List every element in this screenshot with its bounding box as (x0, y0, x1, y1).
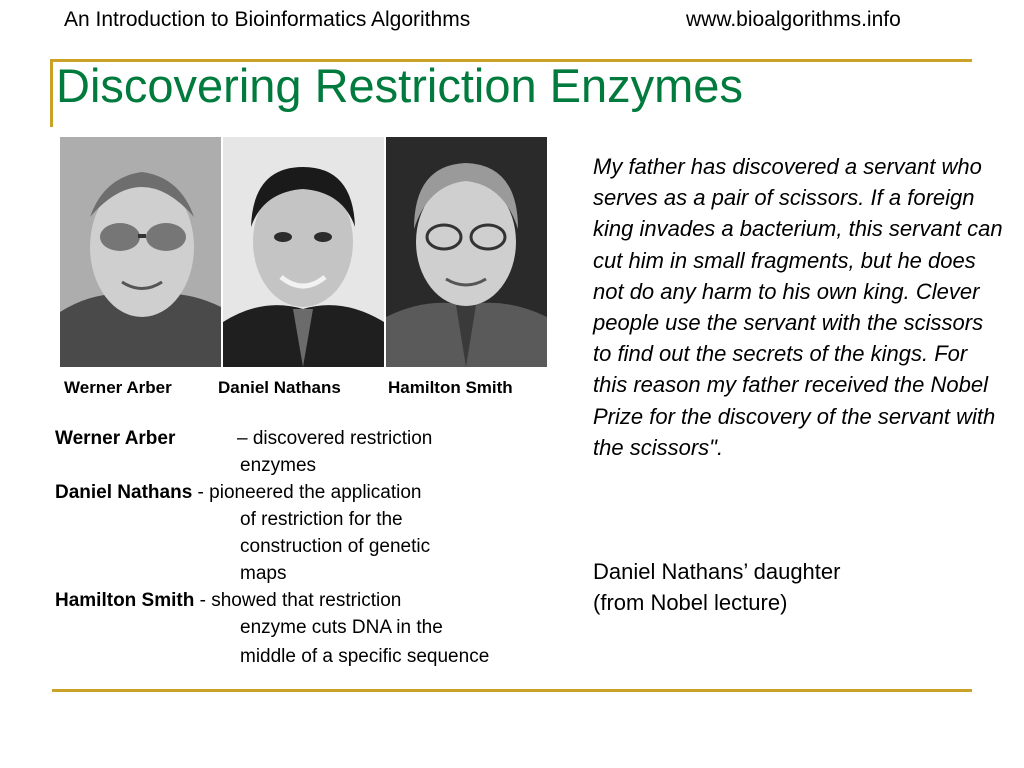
bio-name: Daniel Nathans (55, 482, 193, 503)
slide-title: Discovering Restriction Enzymes (56, 59, 743, 112)
bio-werner-arber (55, 425, 175, 452)
side-rule (50, 59, 53, 127)
bio-text: enzymes (240, 455, 317, 476)
caption-werner-arber: Werner Arber (64, 378, 172, 397)
bio-text: of restriction for the (240, 509, 403, 530)
bio-hamilton-smith (55, 587, 401, 614)
bottom-rule (52, 689, 972, 692)
bio-text: – discovered restriction (237, 428, 433, 449)
website-url: www.bioalgorithms.info (686, 8, 901, 31)
photo-werner-arber (60, 137, 221, 367)
photo-daniel-nathans (223, 137, 384, 367)
bio-text: enzyme cuts DNA in the (240, 617, 443, 638)
bio-text: - pioneered the application (197, 482, 422, 503)
bio-name: Werner Arber (55, 428, 176, 449)
caption-hamilton-smith: Hamilton Smith (388, 378, 513, 397)
caption-daniel-nathans: Daniel Nathans (218, 378, 341, 397)
course-title: An Introduction to Bioinformatics Algorithms (64, 8, 471, 31)
quote-attribution: Daniel Nathans’ daughter (593, 559, 841, 584)
photo-hamilton-smith (386, 137, 547, 367)
quote-source: (from Nobel lecture) (593, 590, 788, 615)
bio-text: - showed that restriction (199, 590, 402, 611)
bio-text: maps (240, 563, 287, 584)
bio-text: construction of genetic (240, 536, 431, 557)
nobel-quote: My father has discovered a servant who serves as a pair of scissors. If a foreign king invades a bacterium, this servant can cut him in small fragments, but he does not do any harm to his own king. Clever people use the servant with the scissors to find out the secrets of the kings. For this reason my father received the Nobel Prize for the discovery of the servant with the scissors". (593, 154, 1003, 460)
bio-name: Hamilton Smith (55, 590, 195, 611)
bio-text: middle of a specific sequence (240, 646, 490, 667)
bio-daniel-nathans (55, 479, 421, 506)
